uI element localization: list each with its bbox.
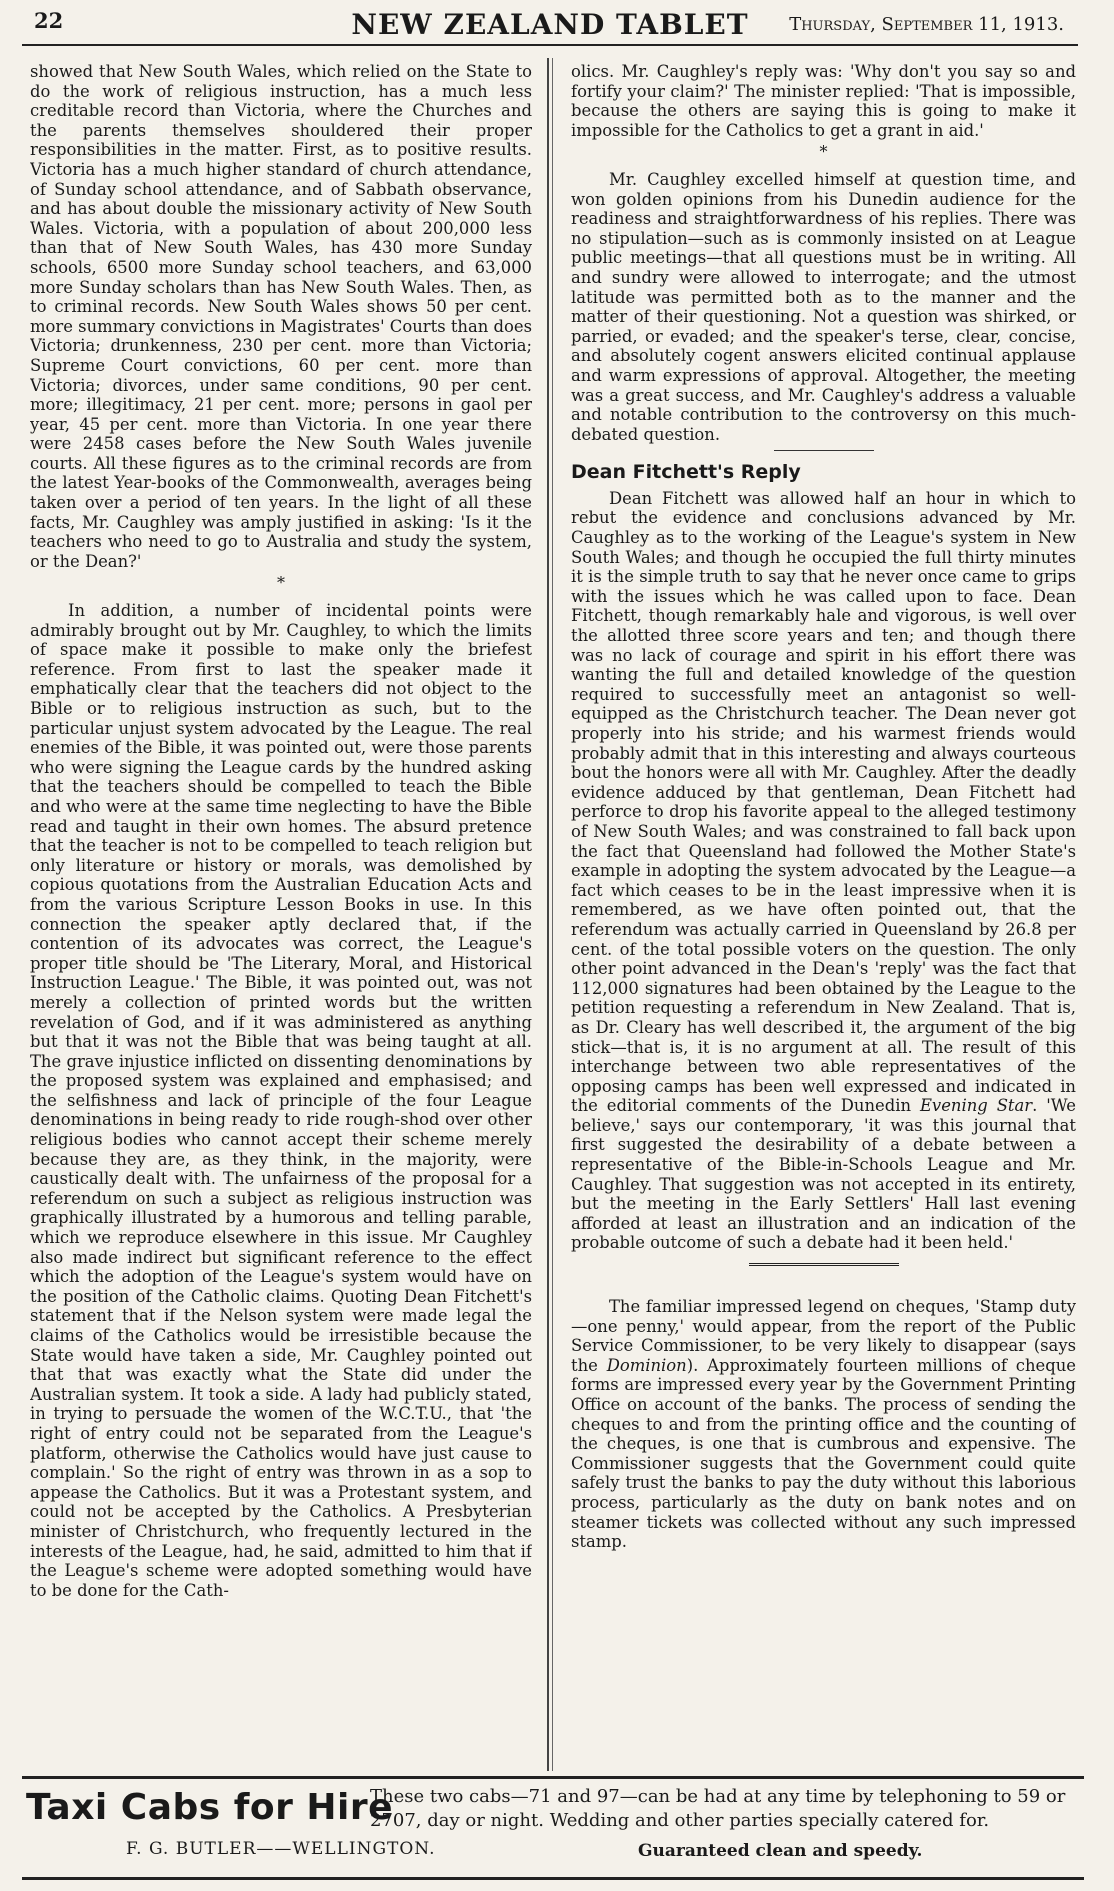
article-paragraph: Mr. Caughley excelled himself at question time, and won golden opinions from his Dunedin audience for the readiness and straightforwardness of his replies. There was no stipulation—such as is commonly insisted on at League public meetings—that all questions must be in writing. All and sundry were allowed to interrogate; and the utmost latitude was permitted both as to the manner and the matter of their questioning. Not a question was shirked, or parried, or evaded; and the speaker's terse, clear, concise, and absolutely cogent answers elicited continual applause and warm expressions of approval. Altogether, the meeting was a great success, and Mr. Caughley's address a valuable and notable contribution to the controversy on this much-debated question. [571,169,1076,444]
article-paragraph: In addition, a number of incidental points were admirably brought out by Mr. Caughley, to which the limits of space make it possible to make only the briefest reference. From first to last the speaker made it emphatically clear that the teachers did not object to the Bible or to religious instruction as such, but to the particular unjust system advocated by the League. The real enemies of the Bible, it was pointed out, were those parents who were signing the League cards by the hundred asking that the teachers should be compelled to teach the Bible and who were at the same time neglecting to have the Bible read and taught in their own homes. The absurd pretence that the teacher is not to be compelled to teach religion but only literature or history or morals, was demolished by copious quotations from the Australian Education Acts and from the various Scripture Lesson Books in use. In this connection the speaker aptly declared that, if the contention of its advocates was correct, the League's proper title should be 'The Literary, Moral, and Historical Instruction League.' The Bible, it was pointed out, was not merely a collection of printed words but the written revelation of God, and if it was administered as anything but that it was not the Bible that was being taught at all. The grave injustice inflicted on dissenting denominations by the proposed system was explained and emphasised; and the selfishness and lack of principle of the four League denominations in being ready to ride rough-shod over other religious bodies who cannot accept their scheme merely because they are, as they think, in the majority, were caustically dealt with. The unfairness of the proposal for a referendum on such a subject as religious instruction was graphically illustrated by a humorous and telling parable, which we reproduce elsewhere in this issue. Mr Caughley also made indirect but significant reference to the effect which the adoption of the League's system would have on the position of the Catholic claims. Quoting Dean Fitchett's statement that if the Nelson system were made legal the claims of the Catholics would be irresistible because the State would have taken a side, Mr. Caughley pointed out that that was exactly what the State did under the Australian system. It took a side. A lady had publicly stated, in trying to persuade the women of the W.C.T.U., that 'the right of entry could not be separated from the League's platform, otherwise the Catholics would have just cause to complain.' So the right of entry was thrown in as a sop to appease the Catholics. But it was a Protestant system, and could not be accepted by the Catholics. A Presbyterian minister of Christchurch, who frequently lectured in the interests of the League, had, he said, admitted to him that if the League's scheme were adopted something would have to be done for the Cath- [30,601,532,1600]
ad-body: These two cabs—71 and 97—can be had at any time by telephoning to 59 or 2707, day or night. Wedding and other parties specially catered for. [370,1786,1066,1831]
advertisement [22,1776,1084,1880]
paragraph-text: The familiar impressed legend on cheques, 'Stamp duty—one penny,' would appear, from the report of the Public Service Commissioner, to be very likely to disappear (says the [571,1297,1076,1375]
page-number: 22 [34,8,64,33]
article-paragraph [571,1297,1076,1552]
article-paragraph: showed that New South Wales, which relied on the State to do the work of religious instruction, has a much less creditable record than Victoria, where the Churches and the parents themselves shouldered their proper responsibilities in the matter. First, as to positive results. Victoria has a much higher standard of church attendance, of Sunday school attendance, and of Sabbath observance, and has about double the missionary activity of New South Wales. Victoria, with a population of about 200,000 less than that of New South Wales, has 430 more Sunday schools, 6500 more Sunday school teachers, and 63,000 more Sunday scholars than has New South Wales. Then, as to criminal records. New South Wales shows 50 per cent. more summary convictions in Magistrates' Courts than does Victoria; drunkenness, 230 per cent. more than Victoria; Supreme Court convictions, 60 per cent. more than Victoria; divorces, under same conditions, 90 per cent. more; illegitimacy, 21 per cent. more; persons in gaol per year, 45 per cent. more than Victoria. In one year there were 2458 cases before the New South Wales juvenile courts. All these figures as to the criminal records are from the latest Year-books of the Commonwealth, averages being taken over a period of ten years. In the light of all these facts, Mr. Caughley was amply justified in asking: 'Is it the teachers who need to go to Australia and study the system, or the Dean?' [30,62,532,571]
issue-date: Thursday, September 11, 1913. [789,14,1064,35]
newspaper-title: NEW ZEALAND TABLET [351,8,749,41]
column-divider [552,58,553,1771]
article-paragraph [571,489,1076,1253]
column-divider [547,58,549,1771]
ad-advertiser: F. G. BUTLER——WELLINGTON. [126,1839,436,1859]
section-separator: * [819,142,828,162]
ad-headline: Taxi Cabs for Hire [26,1787,394,1828]
paragraph-text: Dean Fitchett was allowed half an hour in which to rebut the evidence and conclusions advanced by Mr. Caughley as to the working of the League's system in New South Wales; and though he occupied the full thirty minutes it is the simple truth to say that he never once came to grips with the issues which he was called upon to face. Dean Fitchett, though remarkably hale and vigorous, is well over the allotted three score years and ten; and though there was no lack of courage and spirit in his effort there was wanting the full and detailed knowledge of the question required to successfully meet an antagonist so well-equipped as the Christchurch teacher. The Dean never got properly into his stride; and his warmest friends would probably admit that in this interesting and always courteous bout the honors were all with Mr. Caughley. After the deadly evidence adduced by that gentleman, Dean Fitchett had perforce to drop his favorite appeal to the alleged testimony of New South Wales; and was constrained to fall back upon the fact that Queensland had followed the Mother State's example in adopting the system advocated by the League—a fact which ceases to be in the least impressive when it is remembered, as we have often pointed out, that the referendum was actually carried in Queensland by 26.8 per cent. of the total possible voters on the question. The only other point advanced in the Dean's 'reply' was the fact that 112,000 signatures had been obtained by the League to the petition requesting a referendum in New Zealand. That is, as Dr. Cleary has well described it, the argument of the big stick—that is, it is no argument at all. The result of this interchange between two able representatives of the opposing camps has been well expressed and indicated in the editorial comments of the Dunedin [571,488,1076,1116]
left-column [30,62,532,1768]
masthead [22,4,1078,46]
section-rule [774,450,874,451]
paragraph-text: ). Approximately fourteen millions of cheque forms are impressed every year by the Government Printing Office on account of the banks. The process of sending the cheques to and from the printing office and the counting of the cheques, is one that is cumbrous and expensive. The Commissioner suggests that the Government could quite safely trust the banks to pay the duty without this laborious process, particularly as the duty on bank notes and on steamer tickets was collected without any such impressed stamp. [571,1355,1076,1552]
newspaper-name: Evening Star [919,1096,1033,1116]
section-heading: Dean Fitchett's Reply [571,461,801,484]
article-end-rule [749,1263,899,1269]
paragraph-text: . 'We believe,' says our contemporary, 'it was this journal that first suggested the desirability of a debate between a representative of the Bible-in-Schools League and Mr. Caughley. That suggestion was not accepted in its entirety, but the meeting in the Early Settlers' Hall last evening afforded at least an illustration and an indication of the probable outcome of such a debate had it been held.' [571,1096,1076,1253]
right-column [571,62,1076,1768]
newspaper-name: Dominion [606,1355,687,1375]
article-paragraph: olics. Mr. Caughley's reply was: 'Why don't you say so and fortify your claim?' The minister replied: 'That is impossible, because the others are saying this is going to make it impossible for the Catholics to get a grant in aid.' [571,62,1076,140]
section-separator: * [277,573,285,593]
ad-tagline: Guaranteed clean and speedy. [638,1841,923,1861]
